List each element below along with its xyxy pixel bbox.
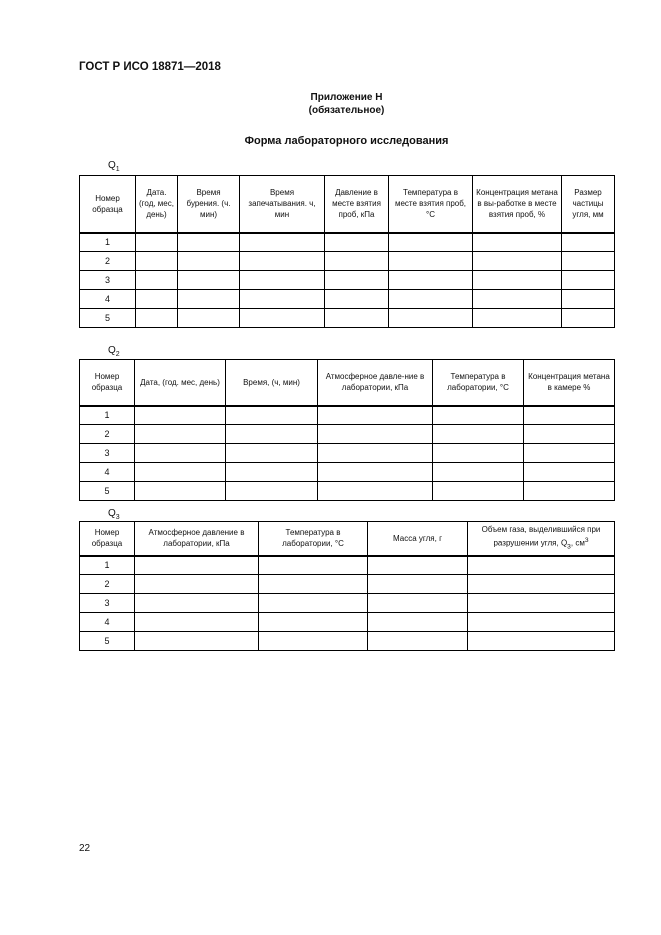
blank-cell[interactable] <box>240 309 325 328</box>
row-number: 1 <box>80 556 135 575</box>
q2-col-header: Время, (ч, мин) <box>226 360 318 406</box>
row-number: 4 <box>80 463 135 482</box>
blank-cell[interactable] <box>325 252 389 271</box>
blank-cell[interactable] <box>468 613 615 632</box>
blank-cell[interactable] <box>135 406 226 425</box>
row-number: 5 <box>80 482 135 501</box>
row-number: 5 <box>80 632 135 651</box>
table-row <box>80 444 615 463</box>
blank-cell[interactable] <box>468 556 615 575</box>
q3-col-header: Атмосферное давление в лаборатории, кПа <box>135 522 259 556</box>
row-number: 2 <box>80 425 135 444</box>
q2-col-header: Атмосферное давле-ние в лаборатории, кПа <box>318 360 433 406</box>
blank-cell[interactable] <box>259 594 368 613</box>
blank-cell[interactable] <box>562 252 615 271</box>
blank-cell[interactable] <box>524 482 615 501</box>
blank-cell[interactable] <box>325 290 389 309</box>
blank-cell[interactable] <box>433 444 524 463</box>
blank-cell[interactable] <box>368 632 468 651</box>
appendix-status: (обязательное) <box>308 105 385 116</box>
row-number: 3 <box>80 271 136 290</box>
q3-table <box>79 521 615 651</box>
q2-label-letter: Q <box>108 345 116 356</box>
q3-gas-volume-unit: , см <box>570 538 585 548</box>
blank-cell[interactable] <box>368 575 468 594</box>
blank-cell[interactable] <box>226 444 318 463</box>
table-row <box>80 594 615 613</box>
table-row <box>80 252 615 271</box>
blank-cell[interactable] <box>135 575 259 594</box>
blank-cell[interactable] <box>389 290 473 309</box>
row-number: 4 <box>80 290 136 309</box>
blank-cell[interactable] <box>240 252 325 271</box>
blank-cell[interactable] <box>318 463 433 482</box>
blank-cell[interactable] <box>524 463 615 482</box>
blank-cell[interactable] <box>318 425 433 444</box>
blank-cell[interactable] <box>433 425 524 444</box>
q2-col-header: Номер образца <box>80 360 135 406</box>
blank-cell[interactable] <box>136 309 178 328</box>
table-row <box>80 425 615 444</box>
blank-cell[interactable] <box>433 406 524 425</box>
blank-cell[interactable] <box>389 271 473 290</box>
blank-cell[interactable] <box>226 463 318 482</box>
blank-cell[interactable] <box>473 252 562 271</box>
q1-col-header: Дата. (год, мес, день) <box>136 176 178 233</box>
q2-label-sub: 2 <box>115 351 120 358</box>
blank-cell[interactable] <box>468 594 615 613</box>
blank-cell[interactable] <box>178 290 240 309</box>
table-row <box>80 406 615 425</box>
appendix-title: Приложение Н <box>310 92 383 103</box>
blank-cell[interactable] <box>135 613 259 632</box>
blank-cell[interactable] <box>178 309 240 328</box>
blank-cell[interactable] <box>135 594 259 613</box>
q1-col-header: Время запечатывания. ч, мин <box>240 176 325 233</box>
blank-cell[interactable] <box>433 463 524 482</box>
blank-cell[interactable] <box>468 575 615 594</box>
row-number: 1 <box>80 406 135 425</box>
blank-cell[interactable] <box>562 290 615 309</box>
q1-label <box>108 160 120 173</box>
blank-cell[interactable] <box>524 444 615 463</box>
row-number: 3 <box>80 594 135 613</box>
q1-table <box>79 175 615 328</box>
q2-label <box>108 345 120 358</box>
q3-header-row <box>80 522 615 556</box>
q1-col-header: Температура в месте взятия проб, °С <box>389 176 473 233</box>
blank-cell[interactable] <box>325 233 389 252</box>
blank-cell[interactable] <box>325 271 389 290</box>
q1-header-row <box>80 176 615 233</box>
blank-cell[interactable] <box>259 575 368 594</box>
q2-col-header: Концентрация метана в камере % <box>524 360 615 406</box>
q1-label-letter: Q <box>108 160 116 171</box>
row-number: 1 <box>80 233 136 252</box>
blank-cell[interactable] <box>318 482 433 501</box>
q2-table <box>79 359 615 501</box>
row-number: 2 <box>80 252 136 271</box>
blank-cell[interactable] <box>178 271 240 290</box>
row-number: 2 <box>80 575 135 594</box>
blank-cell[interactable] <box>389 309 473 328</box>
blank-cell[interactable] <box>368 613 468 632</box>
table-row <box>80 613 615 632</box>
q1-col-header: Номер образца <box>80 176 136 233</box>
blank-cell[interactable] <box>135 556 259 575</box>
page-number: 22 <box>79 843 91 854</box>
blank-cell[interactable] <box>318 444 433 463</box>
q3-label-sub: 3 <box>115 514 120 521</box>
q3-gas-volume-sub: 3 <box>567 543 571 551</box>
blank-cell[interactable] <box>389 252 473 271</box>
q1-col-header: Концентрация метана в вы-работке в месте взятия проб, % <box>473 176 562 233</box>
blank-cell[interactable] <box>135 463 226 482</box>
blank-cell[interactable] <box>468 632 615 651</box>
blank-cell[interactable] <box>473 290 562 309</box>
blank-cell[interactable] <box>325 309 389 328</box>
q3-gas-volume-text: Объем газа, выделившийся при разрушении угля, Q <box>481 525 601 548</box>
blank-cell[interactable] <box>226 425 318 444</box>
blank-cell[interactable] <box>135 482 226 501</box>
table-row <box>80 271 615 290</box>
blank-cell[interactable] <box>135 444 226 463</box>
blank-cell[interactable] <box>226 482 318 501</box>
q3-col-header: Номер образца <box>80 522 135 556</box>
blank-cell[interactable] <box>473 309 562 328</box>
blank-cell[interactable] <box>136 252 178 271</box>
q3-col-header: Масса угля, г <box>368 522 468 556</box>
table-row <box>80 632 615 651</box>
q3-col-header: Температура в лаборатории, °С <box>259 522 368 556</box>
q1-col-header: Давление в месте взятия проб, кПа <box>325 176 389 233</box>
blank-cell[interactable] <box>473 271 562 290</box>
blank-cell[interactable] <box>368 556 468 575</box>
blank-cell[interactable] <box>240 290 325 309</box>
table-row <box>80 290 615 309</box>
appendix-heading <box>0 91 661 117</box>
blank-cell[interactable] <box>226 406 318 425</box>
q2-col-header: Дата, (год. мес, день) <box>135 360 226 406</box>
blank-cell[interactable] <box>135 425 226 444</box>
row-number: 5 <box>80 309 136 328</box>
q3-label-letter: Q <box>108 508 116 519</box>
blank-cell[interactable] <box>178 252 240 271</box>
q2-col-header: Температура в лаборатории, °С <box>433 360 524 406</box>
blank-cell[interactable] <box>562 271 615 290</box>
blank-cell[interactable] <box>433 482 524 501</box>
blank-cell[interactable] <box>524 425 615 444</box>
blank-cell[interactable] <box>524 406 615 425</box>
row-number: 4 <box>80 613 135 632</box>
blank-cell[interactable] <box>368 594 468 613</box>
table-row <box>80 309 615 328</box>
q3-gas-volume-sup: 3 <box>584 537 589 545</box>
blank-cell[interactable] <box>259 632 368 651</box>
blank-cell[interactable] <box>240 233 325 252</box>
blank-cell[interactable] <box>259 556 368 575</box>
document-id: ГОСТ Р ИСО 18871—2018 <box>79 61 221 73</box>
blank-cell[interactable] <box>136 290 178 309</box>
blank-cell[interactable] <box>136 271 178 290</box>
q3-col-header <box>468 522 615 556</box>
q3-label <box>108 508 120 521</box>
table-row <box>80 575 615 594</box>
blank-cell[interactable] <box>473 233 562 252</box>
q2-header-row <box>80 360 615 406</box>
blank-cell[interactable] <box>562 309 615 328</box>
q1-label-sub: 1 <box>115 166 120 173</box>
blank-cell[interactable] <box>178 233 240 252</box>
table-row <box>80 482 615 501</box>
blank-cell[interactable] <box>562 233 615 252</box>
row-number: 3 <box>80 444 135 463</box>
blank-cell[interactable] <box>389 233 473 252</box>
blank-cell[interactable] <box>259 613 368 632</box>
form-title: Форма лабораторного исследования <box>244 135 449 147</box>
blank-cell[interactable] <box>240 271 325 290</box>
blank-cell[interactable] <box>135 632 259 651</box>
table-row <box>80 556 615 575</box>
blank-cell[interactable] <box>136 233 178 252</box>
q1-col-header: Размер частицы угля, мм <box>562 176 615 233</box>
blank-cell[interactable] <box>318 406 433 425</box>
q1-col-header: Время бурения. (ч. мин) <box>178 176 240 233</box>
table-row <box>80 463 615 482</box>
table-row <box>80 233 615 252</box>
